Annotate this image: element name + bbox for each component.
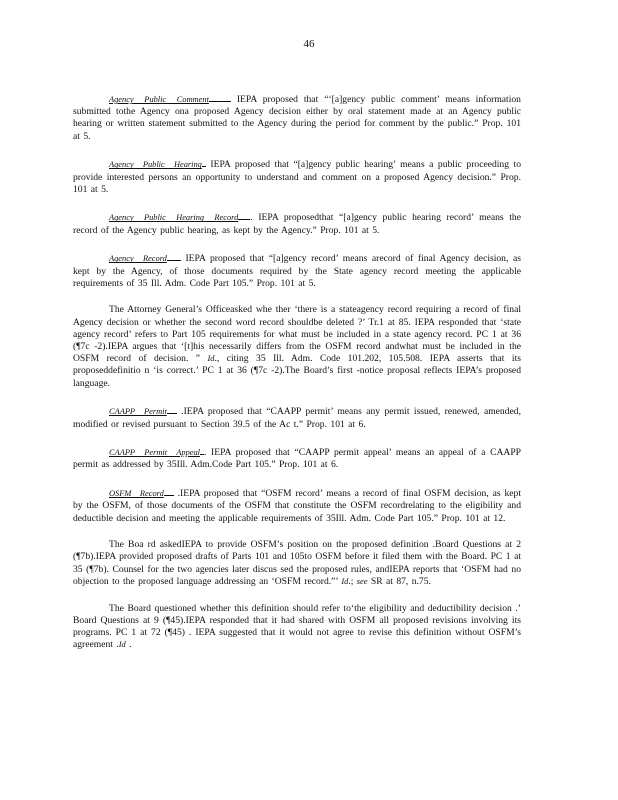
definition-text: IEPA proposed that “[a]gency public hearing’ means a public proceeding to provide interested persons an opportunity to understand and comment on a proposed Agency decision.” Prop. 101 at 5. (73, 159, 522, 195)
citation-id: Id (207, 354, 215, 364)
defined-term: Agency Record (109, 254, 167, 264)
text-segment: . (125, 639, 132, 651)
text-segment: SR at 87, n.75. (367, 575, 431, 587)
definition-caapp-permit-appeal (73, 445, 521, 471)
definition-text: .IEPA proposed that “OSFM record’ means a record of final OSFM decision, as kept by the OSFM, of those documents of the OSFM that constitute the OSFM recordrelating to the eligibility and deductible decision and meeting the applicable requirements of 35Ill. Adm. Code Part 105.” Prop. 101 at 12. (73, 488, 521, 524)
term-underline (167, 251, 181, 261)
citation-see: see (356, 576, 368, 586)
definition-agency-public-hearing (73, 157, 521, 196)
defined-term: OSFM Record (109, 489, 164, 499)
defined-term: CAAPP Permit (109, 407, 167, 417)
discussion-eligibility-deductibility (73, 603, 521, 652)
document-body (73, 92, 521, 666)
term-underline (164, 486, 174, 496)
citation-id: Id (341, 576, 349, 586)
term-underline (238, 210, 250, 220)
definition-agency-public-hearing-record (73, 210, 521, 236)
discussion-osfm-position (73, 539, 521, 588)
text-segment: The Board questioned whether this definition should refer to‘the eligibility and deductibility decision .’ Board Questions at 9 (¶45).IEPA responded that it had shared with OSFM all proposed revisions involving its programs. PC 1 at 72 (¶45) . IEPA suggested that it would not agree to revise this definition without OSFM’s agreement . (73, 602, 521, 651)
definition-agency-record (73, 251, 521, 290)
citation-id: Id (118, 640, 126, 650)
term-underline (167, 404, 177, 414)
page-number: 46 (303, 38, 315, 50)
text-segment: The Boa rd askedIEPA to provide OSFM’s position on the proposed definition .Board Questions at 2 (¶7b).IEPA provided proposed drafts of Parts 101 and 105to OSFM before it filed them with the Board. PC 1 at 35 (¶7b). Counsel for the two agencies later discus sed the proposed rules, andIEPA reports that ‘OSFM had no objection to the proposed language addressing an ‘OSFM record.”’ (73, 539, 521, 587)
definition-text: IEPA proposed that “‘[a]gency public comment’ means information submitted tothe Agency ona proposed Agency decision either by oral statement made at an Agency public hearing or written statement submitted to the Agency during the period for comment by the public.” Prop. 101 at 5. (73, 94, 521, 142)
definition-text: . IEPA proposed that “CAAPP permit appeal’ means an appeal of a CAAPP permit as addressed by 35Ill. Adm.Code Part 105.” Prop. 101 at 6. (73, 447, 521, 471)
discussion-state-agency-record (73, 304, 521, 389)
defined-term: Agency Public Hearing Record (109, 213, 239, 223)
defined-term: Agency Public Hearing (109, 160, 202, 170)
definition-text: IEPA proposed that “[a]gency record’ means arecord of final Agency decision, as kept by the Agency, of those documents required by the State agency record meeting the applicable requirements of 35 Ill. Adm. Code Part 105.” Prop. 101 at 5. (73, 253, 521, 289)
term-underline (209, 92, 231, 102)
definition-text: . IEPA proposedthat “[a]gency public hearing record’ means the record of the Agency public hearing, as kept by the Agency.” Prop. 101 at 5. (73, 212, 521, 236)
definition-agency-public-comment (73, 92, 521, 143)
definition-caapp-permit (73, 404, 521, 430)
text-segment: ., citing 35 Ill. Adm. Code 101.202, 105.508. IEPA asserts that its proposeddefinitio n ‘is correct.’ PC 1 at 36 (¶7c -2).The Board’s first -notice proposal reflects IEPA’s proposed language. (73, 353, 521, 389)
defined-term: Agency Public Comment (109, 95, 209, 104)
definition-text: .IEPA proposed that “CAAPP permit’ means any permit issued, renewed, amended, modified or revised pursuant to Section 39.5 of the Ac t.” Prop. 101 at 6. (73, 406, 521, 430)
defined-term: CAAPP Permit Appeal (109, 448, 200, 458)
definition-osfm-record (73, 486, 521, 525)
text-segment: The Attorney General’s Officeasked whe ther ‘there is a stateagency record requiring a record of final Agency decision or whether the second word record shouldbe deleted ?’ Tr.1 at 85. IEPA responded that ‘state agency record’ refers to Part 105 requirements for what must be included in a state agency record. PC 1 at 36 (¶7c -2).IEPA argues that ‘[t]his necessarily differs from the OSFM record andwhat must be included in the OSFM record of decision. ” (73, 304, 521, 365)
text-segment: .; (348, 575, 357, 587)
